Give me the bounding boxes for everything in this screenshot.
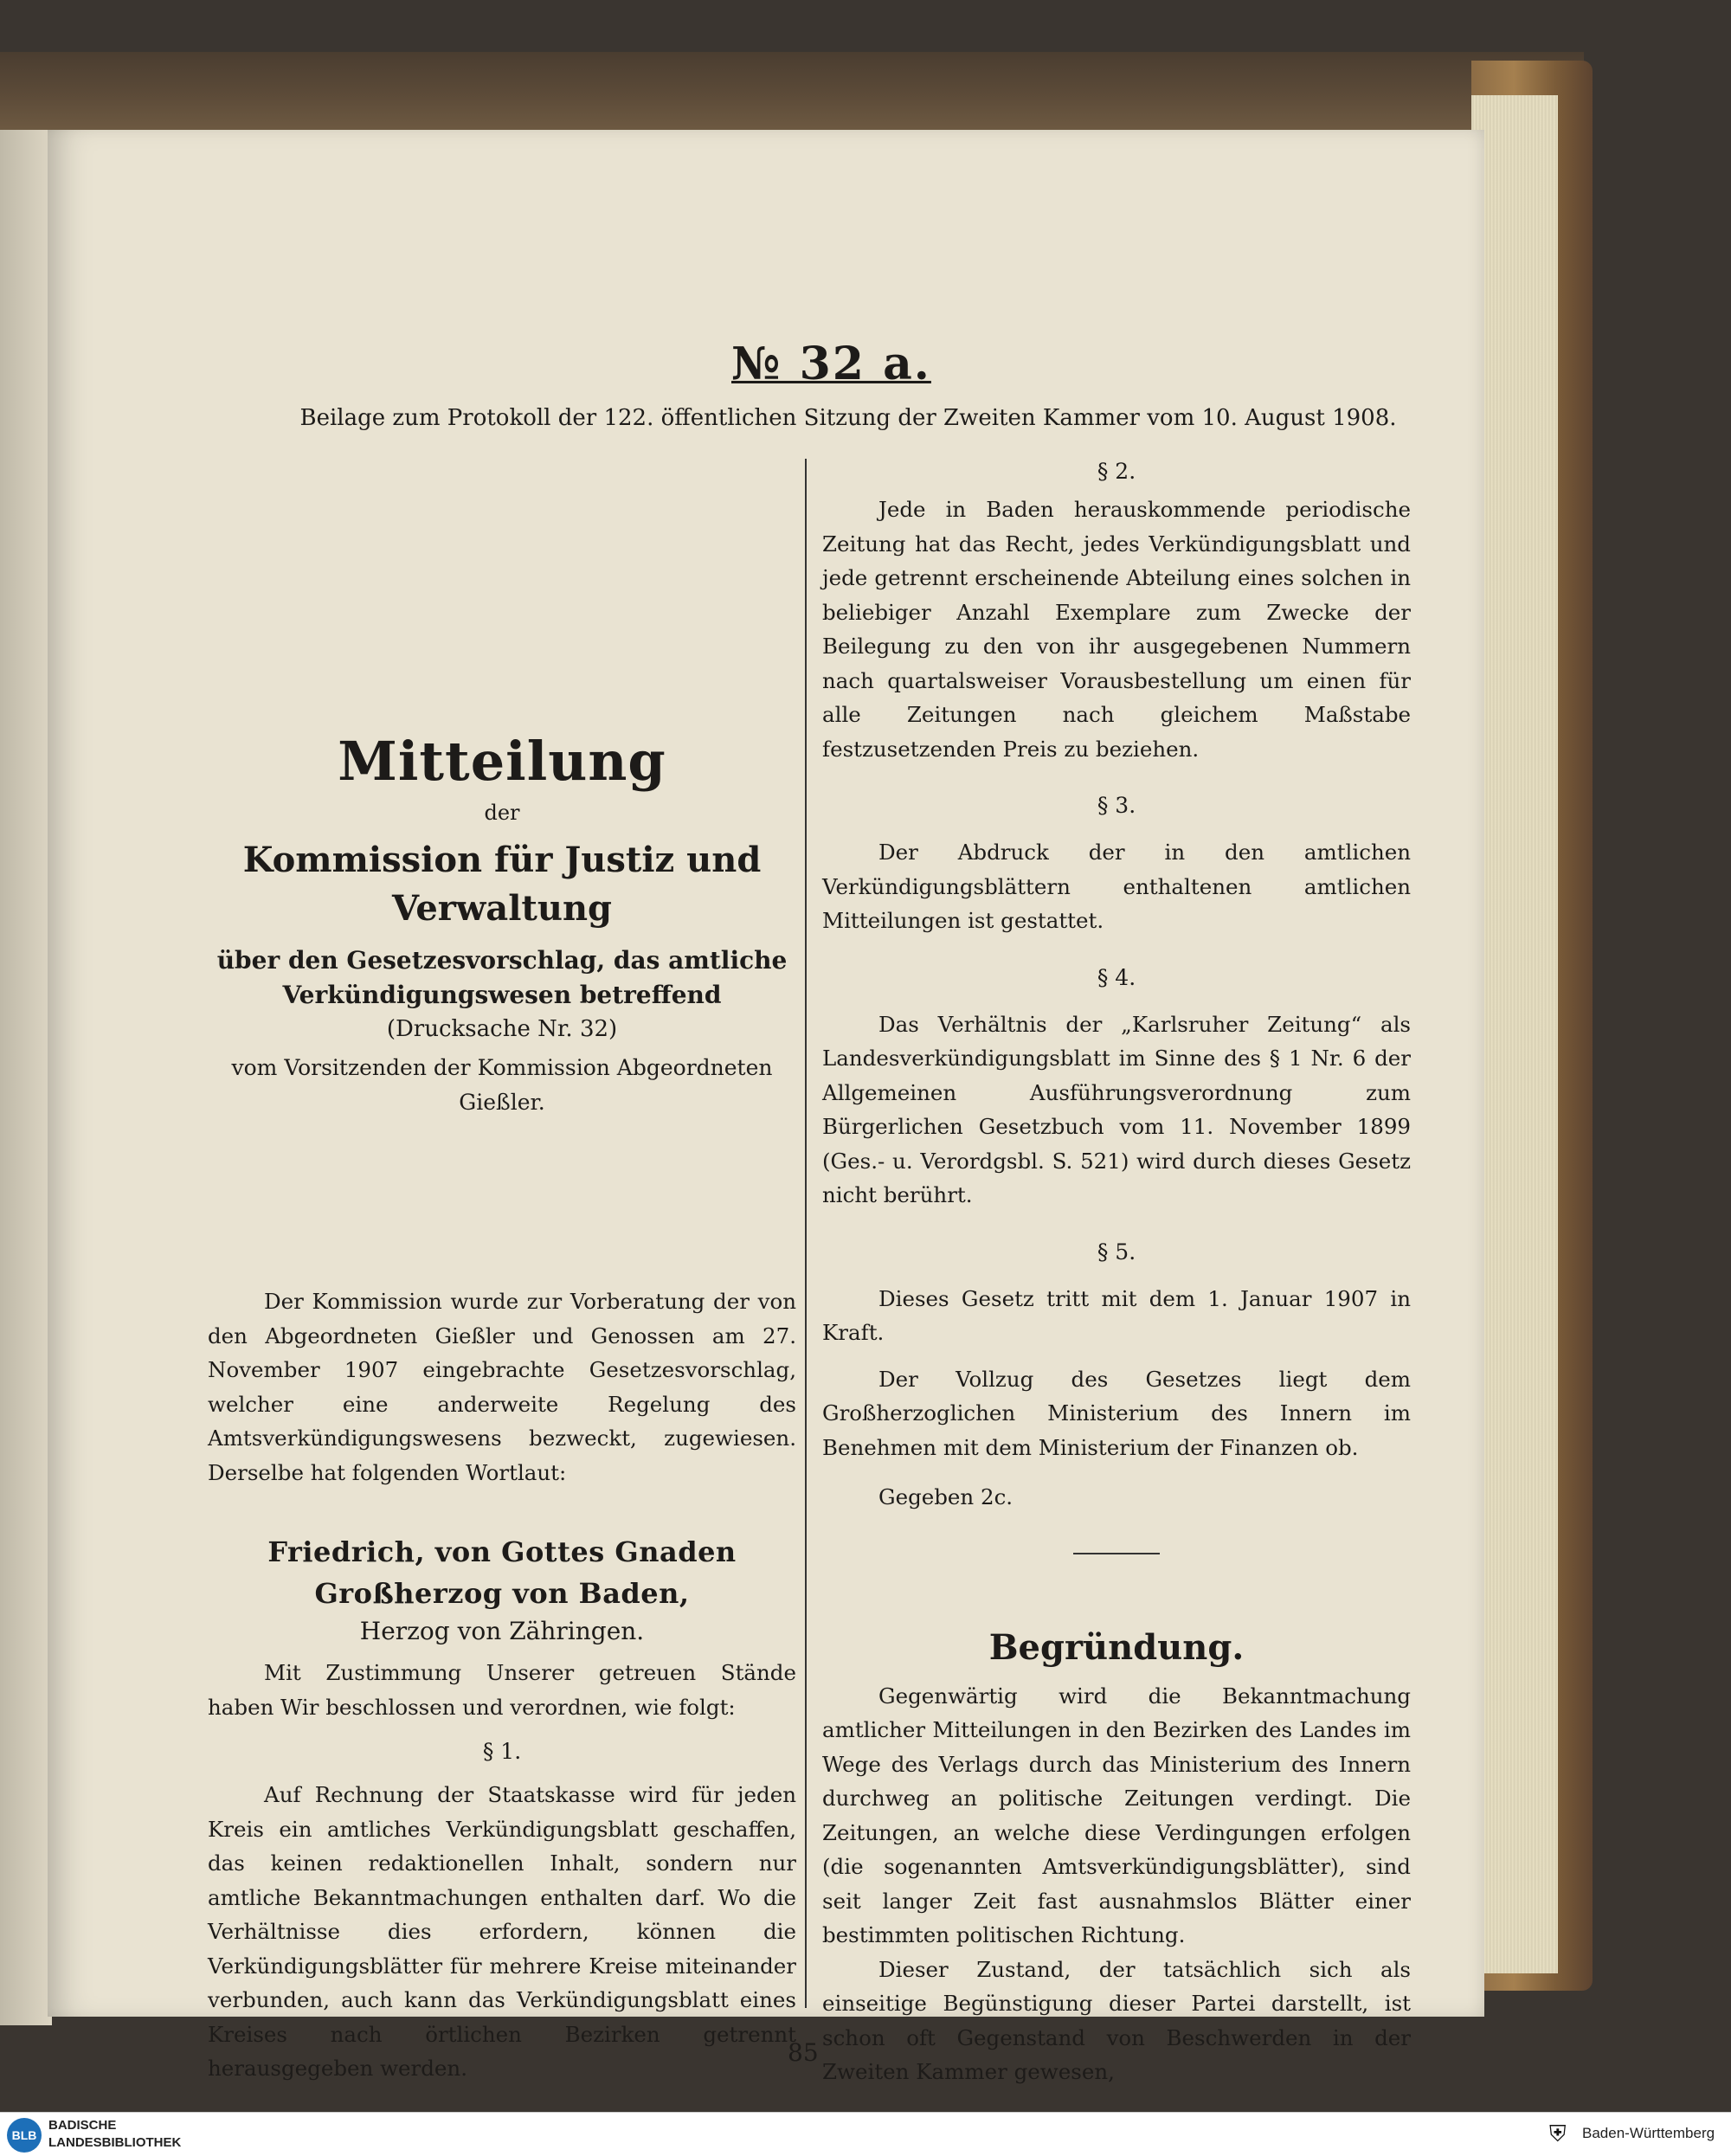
begruendung-title: Begründung. [988, 1626, 1245, 1668]
mitteilung-title: Mitteilung [338, 730, 666, 793]
viewer-footer-bar [0, 2112, 1731, 2156]
scanned-page [48, 130, 1484, 2084]
page-number: 85 [788, 2038, 819, 2067]
paragraph-4-mark: § 4. [1097, 964, 1136, 990]
paragraph-2-mark: § 2. [1097, 459, 1136, 484]
herzog-line: Herzog von Zähringen. [359, 1617, 645, 1645]
begruendung-paragraph-2: Dieser Zustand, der tatsächlich sich als einseitige Begünstigung dieser Partei darstellt, ist schon oft Gegenstand von Beschwerden in der Zweiten Kammer gewesen, [822, 1956, 1411, 2084]
column-divider [805, 459, 807, 2008]
blb-logo-icon: BLB [7, 2118, 42, 2153]
page-stack-edge [1471, 95, 1558, 1973]
left-page-edge [0, 130, 52, 2025]
section-divider [822, 1553, 1411, 1554]
state-name: Baden-Württemberg [1582, 2125, 1715, 2141]
paragraph-5-text: Dieses Gesetz tritt mit dem 1. Januar 1907 in Kraft. [822, 1285, 1411, 1345]
coat-of-arms-icon: ⛨ [1549, 2121, 1567, 2147]
paragraph-4-text: Das Verhältnis der „Karlsruher Zeitung“ als Landesverkündigungsblatt im Sinne des § 1 Nr. 6 der Allgemeinen Ausführungsverordnung zum Bürgerlichen Gesetzbuch vom 11. November 1899 (Ges.- u. Verordgsbl. S. 521) wird durch dieses Gesetz nicht berührt. [822, 1011, 1411, 1207]
vorsitzender-line: vom Vorsitzenden der Kommission Abgeordneten Gießler. [231, 1055, 773, 1115]
document-number: № 32 a. [731, 338, 931, 390]
paragraph-1-mark: § 1. [482, 1739, 522, 1764]
left-column [208, 727, 796, 2086]
vollzug-paragraph: Der Vollzug des Gesetzes liegt dem Großherzoglichen Ministerium des Innern im Benehmen mit dem Ministerium der Finanzen ob. [822, 1366, 1411, 1460]
paragraph-3-mark: § 3. [1097, 793, 1136, 818]
begruendung-paragraph-1: Gegenwärtig wird die Bekanntmachung amtlicher Mitteilungen in den Bezirken des Landes im Wege des Verlags durch das Ministerium des Innern durchweg an politische Zeitungen verdingt. Die Zeitungen, an welche diese Verdingungen erfolgen (die sogenannten Amtsverkündigungsblätter), sind seit langer Zeit fast ausnahmslos Blätter einer bestimmten politischen Richtung. [822, 1683, 1411, 1947]
paragraph-2-text: Jede in Baden herauskommende periodische Zeitung hat das Recht, jedes Verkündigungsblatt und jede getrennt erscheinende Abteilung eines solchen in beliebiger Anzahl Exemplare zum Zwecke der Beilegung zu den von ihr ausgegebenen Nummern nach quartalsweiser Vorausbestellung um einen für alle Zeitungen nach gleichem Maßstabe festzusetzenden Preis zu beziehen. [822, 497, 1411, 762]
der-label: der [484, 801, 520, 825]
paragraph-1-text: Auf Rechnung der Staatskasse wird für jeden Kreis ein amtliches Verkündigungsblatt geschaffen, das keinen redaktionellen Inhalt, sondern nur amtliche Bekanntmachungen enthalten darf. Wo die Verhältnisse dies erfordern, können die Verkündigungsblätter für mehrere Kreise miteinander verbunden, auch kann das Verkündigungsblatt eines Kreises nach örtlichen Bezirken getrennt herausgegeben werden. [208, 1782, 796, 2081]
subtitle-line-1: über den Gesetzesvorschlag, das amtliche [216, 946, 788, 975]
paragraph-5-mark: § 5. [1097, 1239, 1136, 1265]
paragraph-3-text: Der Abdruck der in den amtlichen Verkündigungsblättern enthaltenen amtlichen Mitteilungen ist gestattet. [822, 840, 1411, 933]
subtitle-line-2: Verkündigungswesen betreffend [282, 981, 722, 1009]
library-name: BADISCHE LANDESBIBLIOTHEK [48, 2118, 182, 2150]
zustimmung-paragraph: Mit Zustimmung Unserer getreuen Stände haben Wir beschlossen und verordnen, wie folgt: [208, 1660, 796, 1720]
right-column [822, 454, 1411, 2089]
drucksache: (Drucksache Nr. 32) [386, 1016, 618, 1042]
intro-paragraph: Der Kommission wurde zur Vorberatung der von den Abgeordneten Gießler und Genossen am 27. November 1907 eingebrachte Gesetzesvorschlag, welcher eine anderweite Regelung des Amtsverkündigungswesens bezweckt, zugewiesen. Derselbe hat folgenden Wortlaut: [208, 1289, 796, 1485]
gegeben-line: Gegeben 2c. [878, 1484, 1014, 1509]
commission-title: Kommission für Justiz und Verwaltung [242, 840, 762, 929]
friedrich-heading: Friedrich, von Gottes Gnaden Großherzog von Baden, [267, 1535, 737, 1610]
beilage-header: Beilage zum Protokoll der 122. öffentlichen Sitzung der Zweiten Kammer vom 10. August 1908. [299, 405, 1397, 431]
